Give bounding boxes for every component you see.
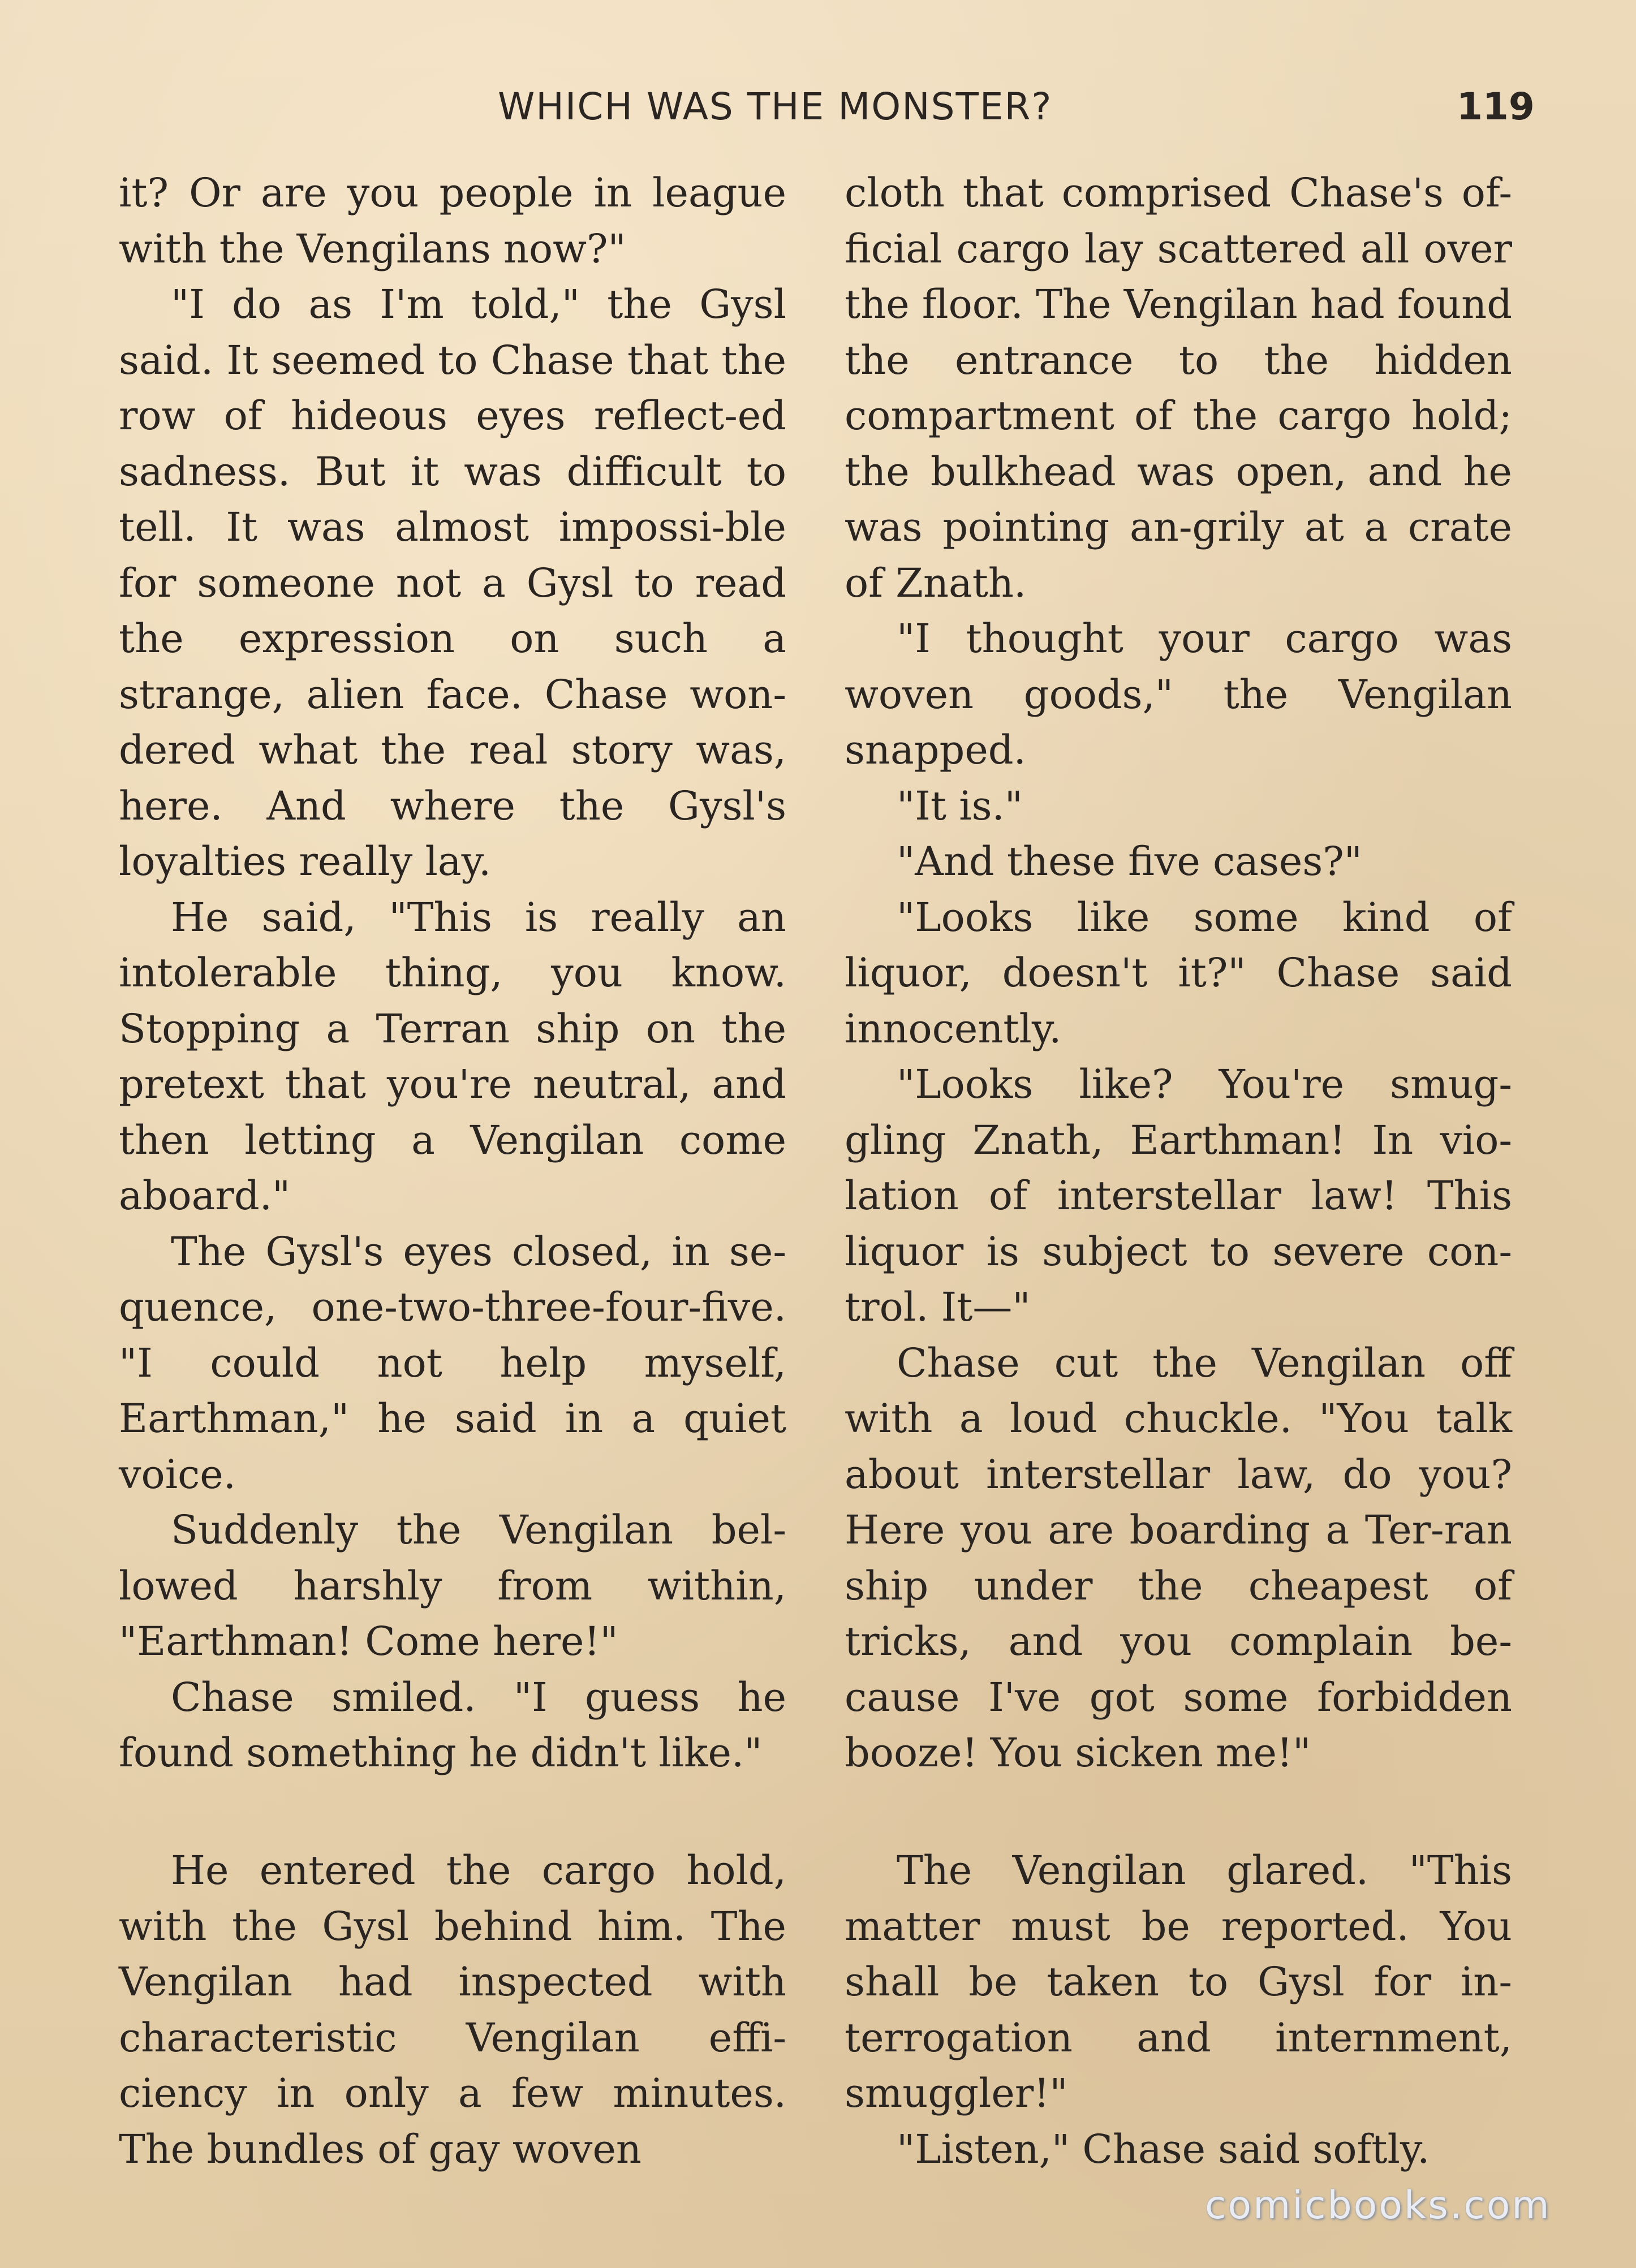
paragraph: "I do as I'm told," the Gysl said. It seemed to Chase that the row of hideous eyes reflect-ed sadness. But it was difficult to tell. It was almost impossi-ble for someone not a Gysl to read the expression on such a strange, alien face. Chase won-dered what the real story was, here. And where the Gysl's loyalties really lay. bbox=[119, 281, 786, 885]
paragraph: "It is." bbox=[897, 782, 1023, 829]
paragraph: cloth that comprised Chase's of-ficial cargo lay scattered all over the floor. The Vengilan had found the entrance to the hidden compartment of the cargo hold; the bulkhead was open, and he was pointing an-grily at a crate of Znath. bbox=[845, 170, 1512, 606]
paragraph: "Looks like? You're smug-gling Znath, Earthman! In vio-lation of interstellar law! This liquor is subject to severe con-trol. It—" bbox=[845, 1061, 1512, 1330]
paragraph: Suddenly the Vengilan bel-lowed harshly from within, "Earthman! Come here!" bbox=[119, 1507, 786, 1665]
column-left-top bbox=[119, 165, 786, 1781]
paragraph: He said, "This is really an intolerable thing, you know. Stopping a Terran ship on the pretext that you're neutral, and then letting a Vengilan come aboard." bbox=[119, 894, 786, 1219]
column-left-bottom bbox=[119, 1843, 786, 2177]
paragraph: "I thought your cargo was woven goods," the Vengilan snapped. bbox=[845, 615, 1512, 773]
watermark: comicbooks.com bbox=[1205, 2183, 1551, 2228]
paragraph: "And these five cases?" bbox=[897, 838, 1362, 885]
paragraph: The Gysl's eyes closed, in se-quence, one-two-three-four-five. "I could not help myself, Earthman," he said in a quiet voice. bbox=[119, 1228, 786, 1498]
paragraph: "Listen," Chase said softly. bbox=[897, 2125, 1430, 2172]
page-number: 119 bbox=[1457, 85, 1535, 128]
paragraph: Chase smiled. "I guess he found something he didn't like." bbox=[119, 1674, 786, 1776]
column-right-top bbox=[845, 165, 1512, 1781]
running-title: WHICH WAS THE MONSTER? bbox=[498, 85, 1053, 128]
paragraph: He entered the cargo hold, with the Gysl behind him. The Vengilan had inspected with characteristic Vengilan effi-ciency in only a few minutes. The bundles of gay woven bbox=[119, 1847, 786, 2172]
paragraph: The Vengilan glared. "This matter must be reported. You shall be taken to Gysl for in-terrogation and internment, smuggler!" bbox=[845, 1847, 1512, 2116]
paragraph: "Looks like some kind of liquor, doesn't it?" Chase said innocently. bbox=[845, 894, 1512, 1052]
paragraph: Chase cut the Vengilan off with a loud chuckle. "You talk about interstellar law, do you? Here you are boarding a Ter-ran ship under the cheapest of tricks, and you complain be-cause I've got some forbidden booze! You sicken me!" bbox=[845, 1339, 1512, 1776]
paragraph: it? Or are you people in league with the Vengilans now?" bbox=[119, 170, 786, 272]
column-right-bottom bbox=[845, 1843, 1512, 2177]
